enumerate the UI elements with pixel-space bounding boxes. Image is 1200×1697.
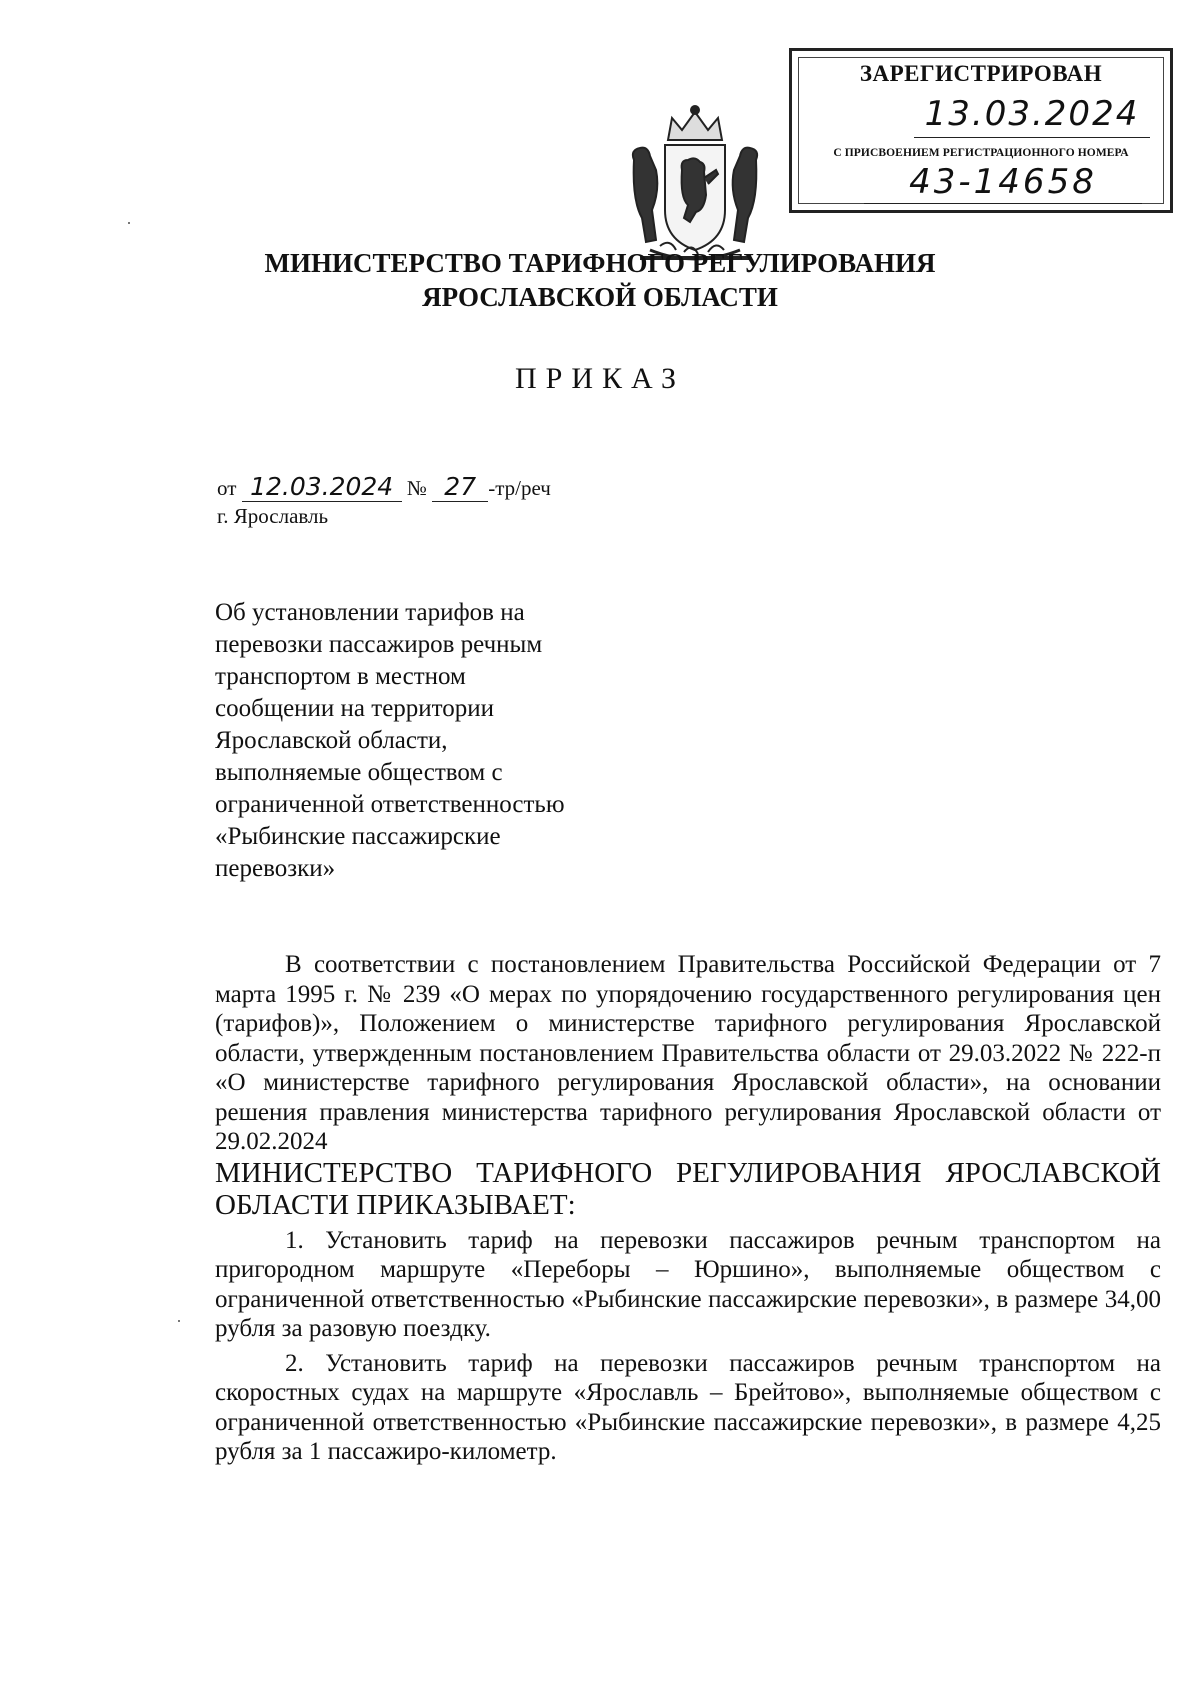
scan-speck xyxy=(128,222,130,224)
order-number: 27 xyxy=(432,472,488,502)
coat-of-arms-icon xyxy=(620,100,770,270)
subject-line: перевозки пассажиров речным xyxy=(215,631,543,658)
stamp-title: ЗАРЕГИСТРИРОВАН xyxy=(859,61,1103,86)
order-date: 12.03.2024 xyxy=(242,472,402,502)
number-label: № xyxy=(406,476,427,500)
order-item-2: 2. Установить тариф на перевозки пассажиров речным транспортом на скоростных судах на маршруте «Ярославль – Брейтово», выполняемые обществом с ограниченной ответственностью «Рыбинские пассажирские перевозки», в размере 4,25 рубля за 1 пассажиро-километр. xyxy=(215,1349,1161,1465)
order-item-1: 1. Установить тариф на перевозки пассажиров речным транспортом на пригородном маршруте «Переборы – Юршино», выполняемые обществом с ограниченной ответственностью «Рыбинские пассажирские перевозки», в размере 34,00 рубля за разовую поездку. xyxy=(215,1226,1161,1342)
subject-line: «Рыбинские пассажирские xyxy=(215,823,501,850)
scan-speck xyxy=(178,1320,180,1322)
stamp-date: 13.03.2024 xyxy=(914,91,1150,138)
registration-stamp xyxy=(789,48,1173,213)
order-subject xyxy=(215,597,635,885)
ministry-title-line1: МИНИСТЕРСТВО ТАРИФНОГО РЕГУЛИРОВАНИЯ xyxy=(264,248,936,278)
order-body xyxy=(215,950,1161,1467)
subject-line: сообщении на территории xyxy=(215,695,495,722)
subject-line: ограниченной ответственностью xyxy=(215,791,565,818)
stamp-subtitle: С ПРИСВОЕНИЕМ РЕГИСТРАЦИОННОГО НОМЕРА xyxy=(833,147,1129,159)
subject-line: транспортом в местном xyxy=(215,663,466,690)
order-meta-line xyxy=(217,472,551,502)
order-number-suffix: -тр/реч xyxy=(488,476,551,500)
document-type: ПРИКАЗ xyxy=(515,362,685,395)
subject-line: Ярославской области, xyxy=(215,727,448,754)
subject-line: перевозки» xyxy=(215,855,336,882)
from-label: от xyxy=(217,476,237,500)
subject-line: Об установлении тарифов на xyxy=(215,599,525,626)
order-directive-caps: МИНИСТЕРСТВО ТАРИФНОГО РЕГУЛИРОВАНИЯ ЯРОСЛАВСКОЙ ОБЛАСТИ ПРИКАЗЫВАЕТ: xyxy=(215,1156,1161,1221)
city: г. Ярославль xyxy=(217,504,329,528)
ministry-title-line2: ЯРОСЛАВСКОЙ ОБЛАСТИ xyxy=(422,282,778,312)
stamp-registration-number: 43-14658 xyxy=(864,161,1142,204)
subject-line: выполняемые обществом с xyxy=(215,759,503,786)
preamble-paragraph: В соответствии с постановлением Правительства Российской Федерации от 7 марта 1995 г. № 239 «О мерах по упорядочению государственного регулирования цен (тарифов)», Положением о министерстве тарифного регулирования Ярославской области, утвержденным постановлением Правительства области от 29.03.2022 № 222-п «О министерстве тарифного регулирования Ярославской области», на основании решения правления министерства тарифного регулирования Ярославской области от 29.02.2024 xyxy=(215,951,1161,1155)
